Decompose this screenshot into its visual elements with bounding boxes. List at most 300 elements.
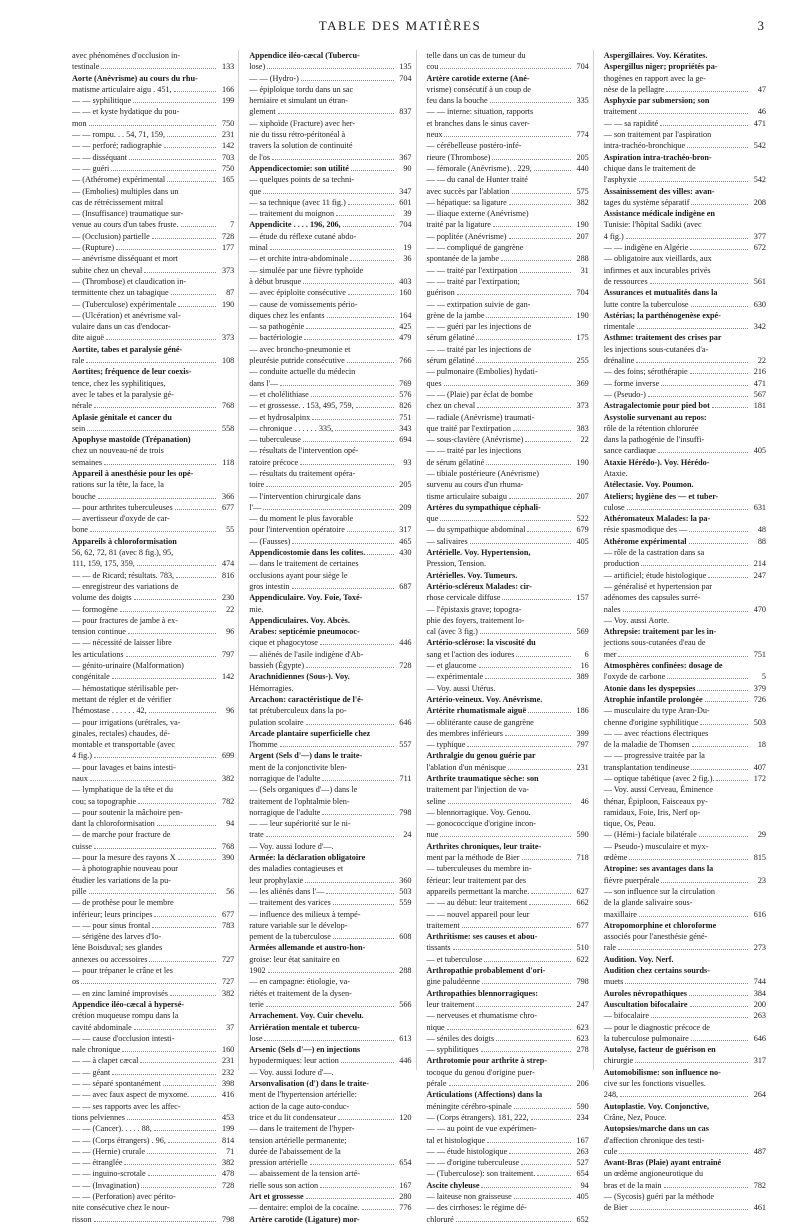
index-entry bbox=[427, 762, 589, 773]
dot-leader bbox=[303, 441, 394, 442]
dot-leader bbox=[268, 972, 394, 973]
index-entry-text: Aortite, tabes et paralysie géné- bbox=[72, 344, 183, 354]
index-entry bbox=[72, 321, 234, 332]
index-entry-text: Artério-veineux. Voy. Anévrisme. bbox=[426, 694, 543, 704]
index-entry-text: — dentaire: emploi de la cocaïne. bbox=[249, 1203, 360, 1213]
index-entry-text: Hémorragies. bbox=[249, 683, 294, 693]
index-entry bbox=[427, 784, 589, 795]
index-entry-text: — hémostatique stérilisable per- bbox=[72, 683, 179, 693]
dot-leader bbox=[440, 836, 570, 837]
index-entry-text: tal et histologique bbox=[426, 1135, 486, 1145]
index-entry bbox=[249, 581, 411, 592]
index-entry bbox=[72, 728, 234, 739]
index-entry-page: 623 bbox=[576, 1022, 589, 1032]
index-entry-text: tocoque du genou d'origine puer- bbox=[426, 1067, 535, 1077]
index-entry bbox=[427, 954, 589, 965]
dot-leader bbox=[175, 509, 217, 510]
index-entry-text: phie des foyers, traitement lo- bbox=[426, 615, 525, 625]
index-entry bbox=[249, 140, 411, 151]
index-entry-text: mettant de régler et de vérifier bbox=[72, 694, 172, 704]
index-entry bbox=[249, 717, 411, 728]
index-entry-text: telle dans un cas de tumeur du bbox=[426, 51, 526, 60]
index-entry bbox=[72, 95, 234, 106]
index-entry bbox=[72, 829, 234, 840]
index-entry-text: — avec épiploïte consécutive bbox=[249, 288, 346, 298]
index-entry-text: — — sa rapidité bbox=[603, 118, 659, 128]
index-entry bbox=[249, 219, 411, 230]
index-entry bbox=[427, 457, 589, 468]
index-entry bbox=[604, 84, 766, 95]
index-entry-page: 527 bbox=[576, 1158, 589, 1168]
index-entry bbox=[249, 547, 411, 558]
dot-leader bbox=[512, 193, 571, 194]
index-entry bbox=[72, 705, 234, 716]
index-entry bbox=[72, 615, 234, 626]
dot-leader bbox=[448, 803, 571, 804]
index-column-4 bbox=[603, 50, 770, 1213]
index-entry-page: 263 bbox=[576, 1146, 589, 1156]
index-entry bbox=[427, 863, 589, 874]
index-entry bbox=[249, 852, 411, 863]
index-entry-text: — cérébelleuse postéro-infé- bbox=[426, 141, 522, 151]
index-entry-text: Assurances et mutualités dans la bbox=[603, 288, 718, 298]
index-entry-text: chenne d'origine syphilitique bbox=[603, 717, 699, 727]
dot-leader bbox=[650, 283, 748, 284]
index-entry-page: 623 bbox=[576, 1033, 589, 1043]
index-entry-text: Arthralgie du genou guérie par bbox=[426, 751, 536, 761]
index-entry-page: 382 bbox=[221, 774, 235, 783]
index-entry-text: — influence des milieux à tempé- bbox=[249, 909, 361, 919]
dot-leader bbox=[692, 746, 748, 747]
index-entry-text: associés pour l'anesthésie géné- bbox=[603, 932, 708, 942]
index-entry bbox=[604, 479, 766, 490]
index-entry bbox=[427, 717, 589, 728]
index-entry-page: 601 bbox=[399, 197, 412, 207]
dot-leader bbox=[178, 306, 216, 307]
index-entry bbox=[604, 129, 766, 140]
index-entry-page: 405 bbox=[576, 536, 589, 546]
index-entry-text: 111, 159, 175, 359, bbox=[72, 559, 135, 569]
index-entry-text: l'asphyxie bbox=[603, 175, 637, 185]
dot-leader bbox=[333, 938, 394, 939]
index-entry-text: sérum gélatiné bbox=[426, 356, 475, 366]
index-entry bbox=[249, 524, 411, 535]
dot-leader bbox=[141, 1187, 216, 1188]
index-entry bbox=[604, 61, 766, 72]
index-entry bbox=[604, 807, 766, 818]
index-entry bbox=[249, 649, 411, 660]
index-entry bbox=[427, 389, 589, 400]
index-entry-page: 367 bbox=[399, 152, 412, 162]
index-entry-text: venue au cours d'un tabes fruste. bbox=[72, 220, 179, 230]
dot-leader bbox=[618, 949, 748, 950]
index-entry bbox=[72, 310, 234, 321]
index-entry-text: rations sur la tête, la face, la bbox=[72, 480, 164, 490]
index-entry-text: — iliaque externe (Anévrisme) bbox=[426, 209, 529, 219]
index-entry-text: Artério-scléreux Malades: cir- bbox=[426, 581, 532, 591]
index-entry-page: 750 bbox=[221, 118, 235, 128]
index-entry bbox=[249, 762, 411, 773]
index-entry-page: 135 bbox=[399, 62, 412, 72]
index-entry-page: 616 bbox=[753, 909, 766, 919]
index-entry bbox=[249, 208, 411, 219]
index-entry bbox=[427, 1010, 589, 1021]
index-entry bbox=[604, 976, 766, 987]
index-entry-text: crétion muqueuse rompu dans la bbox=[72, 1011, 179, 1021]
index-entry bbox=[604, 705, 766, 716]
index-entry-page: 186 bbox=[576, 706, 589, 716]
index-entry-page: 744 bbox=[753, 977, 766, 987]
index-entry bbox=[427, 197, 589, 208]
index-entry bbox=[427, 1202, 589, 1213]
index-entry bbox=[604, 931, 766, 942]
index-entry bbox=[427, 355, 589, 366]
index-entry bbox=[72, 174, 234, 185]
index-entry-text: muets bbox=[603, 977, 624, 987]
dot-leader bbox=[716, 780, 748, 781]
index-entry bbox=[427, 1033, 589, 1044]
index-entry-text: volume des doigts bbox=[72, 593, 132, 603]
index-entry-text: — (Athérome) expérimental bbox=[72, 175, 166, 185]
index-entry-text: norragique de l'adulte bbox=[249, 774, 321, 783]
dot-leader bbox=[508, 769, 571, 770]
index-entry-text: — tuberculeuses du membre in- bbox=[426, 864, 532, 874]
index-entry bbox=[72, 750, 234, 761]
index-entry-text: lose) bbox=[249, 62, 266, 72]
index-entry-text: — oblitérante cause de gangrène bbox=[426, 717, 534, 727]
dot-leader bbox=[343, 226, 394, 227]
index-entry bbox=[249, 784, 411, 795]
index-entry bbox=[72, 965, 234, 976]
index-entry bbox=[604, 592, 766, 603]
index-entry bbox=[604, 491, 766, 502]
index-entry-text: cal (avec 3 fig.) bbox=[426, 627, 478, 637]
dot-leader bbox=[453, 949, 571, 950]
index-entry bbox=[249, 942, 411, 953]
index-entry bbox=[249, 1044, 411, 1055]
index-entry-page: 22 bbox=[226, 604, 235, 614]
dot-leader bbox=[104, 464, 216, 465]
index-entry-text: nales bbox=[603, 604, 621, 614]
index-entry-text: — bactériologie bbox=[249, 333, 303, 343]
index-entry-text: — dans le traitement de certaines bbox=[249, 559, 359, 569]
dot-leader bbox=[333, 904, 394, 905]
index-entry-page: 207 bbox=[576, 491, 589, 501]
index-entry-text: 4 fig.) bbox=[603, 231, 624, 241]
index-entry-text: travers la solution de continuité bbox=[249, 141, 353, 151]
index-entry bbox=[427, 434, 589, 445]
index-entry-text: — pour soutenir la mâchoire pen- bbox=[72, 807, 183, 817]
index-entry bbox=[427, 502, 589, 513]
index-entry-text: — résultats du traitement opéra- bbox=[249, 468, 356, 478]
index-entry bbox=[427, 965, 589, 976]
index-entry bbox=[72, 502, 234, 513]
index-entry bbox=[72, 400, 234, 411]
index-entry-page: 5 bbox=[761, 672, 766, 682]
index-entry-page: 699 bbox=[221, 751, 235, 761]
index-entry-text: Aplasie génitale et cancer du bbox=[72, 412, 172, 422]
index-entry bbox=[604, 671, 766, 682]
index-entry-page: 379 bbox=[753, 683, 766, 693]
dot-leader bbox=[691, 1040, 748, 1041]
dot-leader bbox=[687, 147, 748, 148]
index-entry bbox=[427, 671, 589, 682]
index-entry-text: leur traitement bbox=[426, 999, 475, 1009]
index-entry-page: 6 bbox=[584, 649, 589, 659]
index-entry-page: 566 bbox=[399, 999, 412, 1009]
index-entry-text: — (Occlusion) partielle bbox=[72, 231, 150, 241]
dot-leader bbox=[144, 272, 216, 273]
index-entry-text: traitement bbox=[426, 920, 460, 930]
dot-leader bbox=[306, 1198, 394, 1199]
index-entry-text: Aspiration intra-trachéo-bron- bbox=[603, 152, 712, 162]
index-entry-text: — (Rupture) bbox=[72, 243, 115, 253]
index-entry-page: 687 bbox=[399, 581, 412, 591]
index-entry-page: 94 bbox=[580, 1180, 589, 1190]
index-entry-page: 751 bbox=[753, 649, 766, 659]
index-entry-page: 23 bbox=[757, 875, 766, 885]
dot-leader bbox=[528, 712, 571, 713]
index-entry-page: 798 bbox=[576, 977, 589, 987]
dot-leader bbox=[171, 294, 217, 295]
dot-leader bbox=[152, 927, 216, 928]
index-entry bbox=[427, 909, 589, 920]
index-entry bbox=[72, 931, 234, 942]
index-entry bbox=[72, 445, 234, 456]
index-entry-page: 165 bbox=[221, 175, 235, 185]
index-entry-text: — pulmonaire (Embolies) hydati- bbox=[426, 367, 538, 377]
index-entry-text: Astérias; la parthénogenèse expé- bbox=[603, 310, 721, 320]
index-entry-text: Appendicite . . . . 196, 206, bbox=[249, 220, 341, 230]
index-entry-page: 48 bbox=[757, 525, 766, 535]
index-entry-page: 177 bbox=[221, 243, 235, 253]
index-entry bbox=[427, 942, 589, 953]
index-entry-page: 652 bbox=[576, 1214, 589, 1224]
index-column-1 bbox=[72, 50, 239, 1224]
dot-leader bbox=[306, 328, 393, 329]
index-entry-text: — — à clapet cæcal bbox=[72, 1056, 139, 1066]
index-entry-page: 96 bbox=[226, 706, 235, 716]
dot-leader bbox=[138, 803, 216, 804]
index-entry bbox=[249, 73, 411, 84]
index-entry-page: 704 bbox=[399, 73, 412, 83]
index-entry-text: — pour la mesure des rayons X bbox=[72, 853, 176, 863]
index-entry bbox=[604, 536, 766, 547]
index-entry-text: — — traité par l'extirpation; bbox=[426, 276, 520, 286]
index-entry-page: 522 bbox=[576, 514, 589, 524]
index-entry bbox=[427, 739, 589, 750]
index-entry-text: — l'épistaxis grave; topogra- bbox=[426, 604, 522, 614]
index-entry-text: mie. bbox=[249, 604, 264, 614]
index-entry-page: 704 bbox=[576, 288, 589, 298]
index-entry bbox=[604, 784, 766, 795]
index-entry-text: — traitement du moignon bbox=[249, 209, 335, 219]
index-entry-page: 247 bbox=[576, 999, 589, 1009]
index-entry-page: 199 bbox=[221, 1124, 235, 1134]
index-entry-page: 231 bbox=[576, 762, 589, 772]
index-entry-text: — forme inverse bbox=[603, 378, 660, 388]
index-entry bbox=[427, 931, 589, 942]
index-entry-text: cavité abdominale bbox=[72, 1022, 132, 1032]
index-entry-text: — — syphilitique bbox=[72, 96, 132, 106]
index-entry bbox=[72, 219, 234, 230]
index-entry bbox=[249, 671, 411, 682]
dot-leader bbox=[476, 362, 570, 363]
index-entry-text: tension artérielle permanente; bbox=[249, 1135, 347, 1145]
index-entry bbox=[72, 784, 234, 795]
index-entry-text: — — au début: leur traitement bbox=[426, 898, 528, 908]
index-entry-page: 750 bbox=[221, 163, 235, 173]
index-entry bbox=[72, 1214, 234, 1225]
index-entry bbox=[249, 1202, 411, 1213]
index-entry bbox=[72, 649, 234, 660]
index-entry bbox=[72, 1044, 234, 1055]
index-entry-text: étudier les variations de la pu- bbox=[72, 875, 171, 885]
index-entry bbox=[72, 909, 234, 920]
dot-leader bbox=[362, 1209, 394, 1210]
index-entry-text: la tuberculose pulmonaire bbox=[603, 1033, 689, 1043]
index-entry bbox=[72, 942, 234, 953]
index-entry bbox=[604, 739, 766, 750]
index-entry-text: — — séparé spontanément bbox=[72, 1079, 161, 1089]
index-entry bbox=[604, 988, 766, 999]
index-entry-page: 90 bbox=[403, 163, 412, 173]
index-entry-text: vrisme) consécutif à un coup de bbox=[426, 84, 531, 94]
index-entry bbox=[427, 445, 589, 456]
dot-leader bbox=[134, 1029, 216, 1030]
index-entry-text: de la maladie de Thomsen bbox=[603, 740, 690, 750]
index-entry bbox=[249, 1157, 411, 1168]
dot-leader bbox=[167, 136, 216, 137]
index-entry bbox=[427, 106, 589, 117]
dot-leader bbox=[116, 249, 216, 250]
dot-leader bbox=[691, 769, 748, 770]
index-entry-page: 273 bbox=[753, 943, 766, 953]
index-entry-page: 31 bbox=[580, 265, 589, 275]
index-entry-text: rale bbox=[603, 943, 617, 953]
dot-leader bbox=[335, 430, 393, 431]
index-entry-text: Atonie dans les dyspepsies bbox=[603, 683, 696, 693]
index-entry bbox=[427, 332, 589, 343]
index-entry bbox=[249, 750, 411, 761]
dot-leader bbox=[666, 91, 748, 92]
dot-leader bbox=[534, 170, 571, 171]
index-entry-text: Appendice iléo-cæcal (Tubercu- bbox=[249, 51, 360, 60]
index-entry bbox=[72, 106, 234, 117]
dot-leader bbox=[635, 1062, 748, 1063]
index-entry-text: — épiploïque tordu dans un sac bbox=[249, 84, 354, 94]
index-entry bbox=[249, 705, 411, 716]
index-entry-text: feu dans la bouche bbox=[426, 96, 488, 106]
index-entry-text: chloruré bbox=[426, 1214, 454, 1224]
index-entry bbox=[604, 547, 766, 558]
index-entry-text: — et glaucome bbox=[426, 661, 477, 671]
index-entry-page: 728 bbox=[221, 231, 235, 241]
index-entry bbox=[427, 1180, 589, 1191]
index-entry-text: — (Embolies) multiples dans un bbox=[72, 186, 179, 196]
index-entry-page: 446 bbox=[399, 638, 412, 648]
index-entry bbox=[249, 931, 411, 942]
index-entry bbox=[72, 604, 234, 615]
dot-leader bbox=[174, 91, 217, 92]
index-entry-text: — artificiel; étude histologique bbox=[603, 570, 707, 580]
index-entry-text: — pour lavages et bains intesti- bbox=[72, 762, 176, 772]
dot-leader bbox=[134, 599, 217, 600]
index-entry-page: 19 bbox=[403, 243, 412, 253]
index-entry bbox=[427, 637, 589, 648]
index-entry bbox=[427, 547, 589, 558]
index-entry-text: dans la pathogénie de l'insuffi- bbox=[603, 435, 705, 445]
index-entry-text: pement de la tuberculose bbox=[249, 932, 331, 942]
index-entry bbox=[604, 344, 766, 355]
index-entry-text: Arabes: septicémie pneumococ- bbox=[249, 627, 360, 637]
index-entry-text: Art et grossesse bbox=[249, 1191, 304, 1201]
dot-leader bbox=[520, 272, 571, 273]
index-entry-text: semaines bbox=[72, 457, 103, 467]
index-entry bbox=[427, 558, 589, 569]
index-entry-page: 39 bbox=[403, 209, 412, 219]
index-entry bbox=[249, 1022, 411, 1033]
index-entry bbox=[249, 513, 411, 524]
index-entry-text: trice et du lit condensateur bbox=[249, 1112, 337, 1122]
index-entry-text: Artère carotide (Ligature) mor- bbox=[249, 1214, 360, 1224]
index-entry-page: 726 bbox=[753, 694, 766, 704]
index-entry bbox=[249, 1112, 411, 1123]
index-entry-page: 662 bbox=[576, 898, 589, 908]
index-entry-page: 751 bbox=[399, 412, 412, 422]
dot-leader bbox=[311, 396, 394, 397]
index-entry bbox=[249, 197, 411, 208]
index-entry bbox=[604, 1191, 766, 1202]
index-entry bbox=[72, 1033, 234, 1044]
index-entry bbox=[249, 976, 411, 987]
index-entry-text: œdème bbox=[603, 853, 628, 863]
index-entry bbox=[604, 558, 766, 569]
index-entry-page: 474 bbox=[221, 559, 235, 569]
index-entry bbox=[72, 1101, 234, 1112]
index-entry-text: — des foins; sérothérapie bbox=[603, 367, 688, 377]
dot-leader bbox=[487, 1142, 571, 1143]
index-entry bbox=[72, 671, 234, 682]
index-entry-text: — les aliénés dans l'— bbox=[249, 886, 325, 896]
index-entry-text: — anévrisme disséquant et mort bbox=[72, 254, 178, 264]
dot-leader bbox=[514, 1108, 571, 1109]
dot-leader bbox=[94, 757, 216, 758]
index-entry bbox=[427, 796, 589, 807]
dot-leader bbox=[367, 554, 393, 555]
index-entry bbox=[72, 852, 234, 863]
dot-leader bbox=[170, 995, 216, 996]
index-entry bbox=[72, 186, 234, 197]
index-entry-text: — radiale (Anévrisme) traumati- bbox=[426, 412, 535, 422]
index-entry-page: 704 bbox=[576, 62, 589, 72]
index-entry-text: — — rompu. . . 54, 71, 159, bbox=[72, 130, 166, 140]
index-entry bbox=[427, 976, 589, 987]
index-entry bbox=[604, 299, 766, 310]
index-entry-text: — tuberculeuse bbox=[249, 435, 301, 445]
index-entry-text: — (Ulcération) et anévrisme val- bbox=[72, 310, 181, 320]
index-entry-page: 207 bbox=[576, 231, 589, 241]
index-entry bbox=[72, 479, 234, 490]
index-entry-text: diques chez les enfants bbox=[249, 310, 325, 320]
index-entry-text: — — nouvel appareil pour leur bbox=[426, 909, 530, 919]
index-entry-page: 377 bbox=[753, 231, 766, 241]
index-entry-page: 557 bbox=[399, 740, 412, 750]
page-title: TABLE DES MATIÈRES bbox=[318, 18, 482, 33]
index-entry-page: 22 bbox=[757, 356, 766, 366]
index-entry-text: Audition. Voy. Nerf. bbox=[603, 954, 674, 964]
index-entry bbox=[604, 649, 766, 660]
